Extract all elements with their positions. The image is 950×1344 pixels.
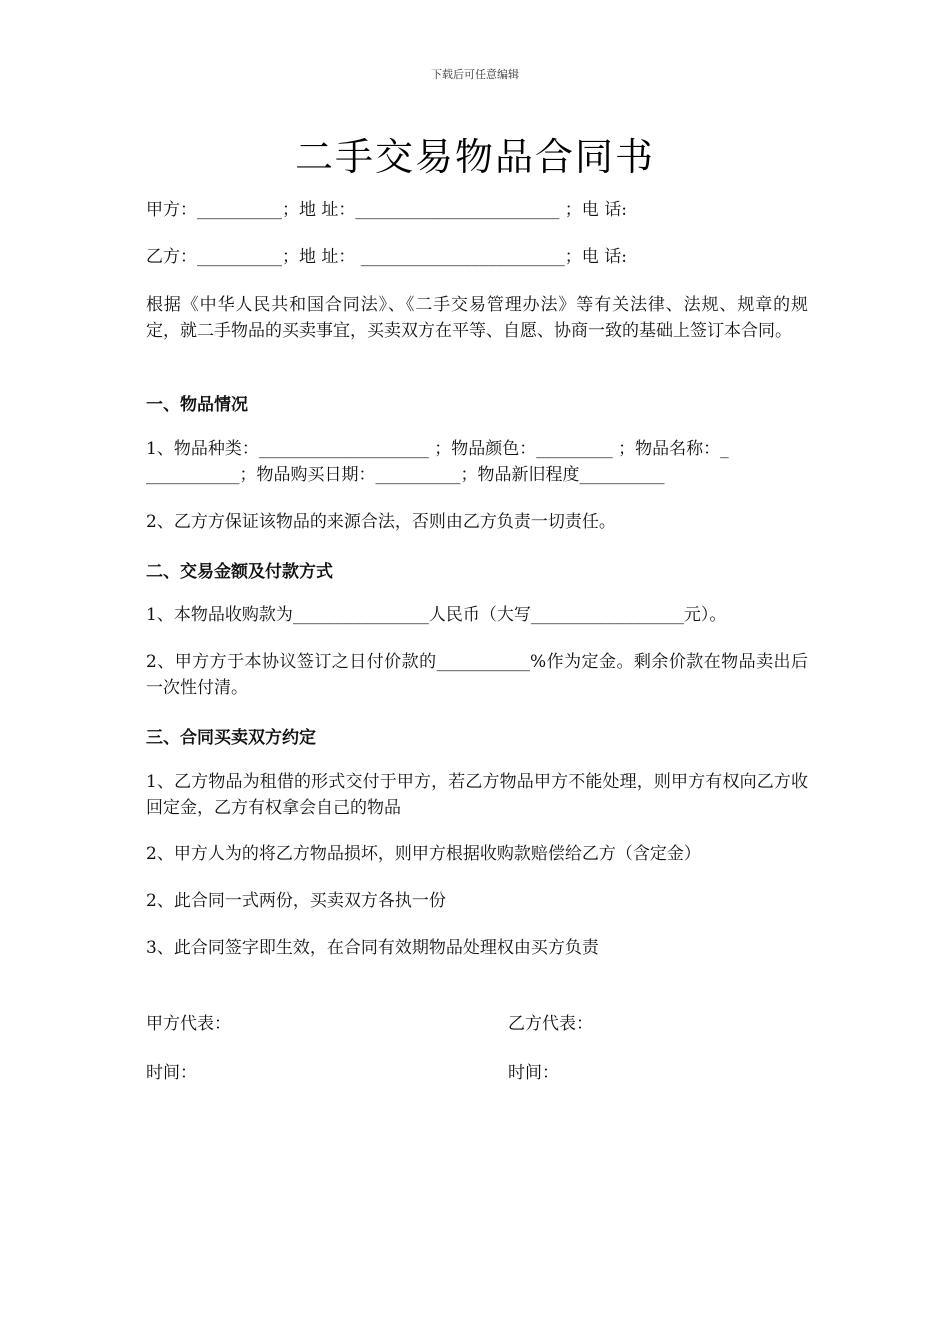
party-b-time: 时间： (508, 1063, 559, 1083)
section1-heading: 一、物品情况 (146, 395, 248, 415)
section3-item1: 1、乙方物品为租借的形式交付于甲方，若乙方物品甲方不能处理，则甲方有权向乙方收回定金，乙方有权拿会自己的物品 (146, 772, 808, 818)
document-title: 二手交易物品合同书 (294, 135, 655, 179)
party-b-line: 乙方：__________；地 址： ________________________；电 话: (146, 247, 627, 267)
section3-item3: 2、此合同一式两份，买卖双方各执一份 (146, 891, 446, 911)
party-a-time: 时间： (146, 1063, 197, 1083)
section3-item4: 3、此合同签字即生效，在合同有效期物品处理权由买方负责 (146, 938, 599, 958)
party-a-representative: 甲方代表： (146, 1014, 231, 1034)
section2-item1: 1、本物品收购款为________________人民币（大写__________________元）。 (146, 605, 727, 625)
section1-item2: 2、乙方方保证该物品的来源合法，否则由乙方负责一切责任。 (146, 512, 616, 532)
header-note: 下载后可任意编辑 (431, 68, 519, 81)
section1-item1-line1: 1、物品种类：____________________ ；物品颜色：_________ ；物品名称：_ (146, 439, 729, 459)
party-a-line: 甲方：__________；地 址：________________________ ；电 话: (146, 200, 627, 220)
party-b-representative: 乙方代表： (508, 1014, 593, 1034)
section3-item2: 2、甲方人为的将乙方物品损坏，则甲方根据收购款赔偿给乙方（含定金） (146, 844, 701, 864)
section3-heading: 三、合同买卖双方约定 (146, 728, 316, 748)
intro-paragraph: 根据《中华人民共和国合同法》、《二手交易管理办法》等有关法律、法规、规章的规定，就二手物品的买卖事宜，买卖双方在平等、自愿、协商一致的基础上签订本合同。 (146, 295, 808, 341)
section1-item1-line2: ___________；物品购买日期：__________；物品新旧程度__________ (146, 465, 665, 485)
section2-item2: 2、甲方方于本协议签订之日付价款的___________%作为定金。剩余价款在物品卖出后一次性付清。 (146, 652, 808, 698)
section2-heading: 二、交易金额及付款方式 (146, 562, 333, 582)
